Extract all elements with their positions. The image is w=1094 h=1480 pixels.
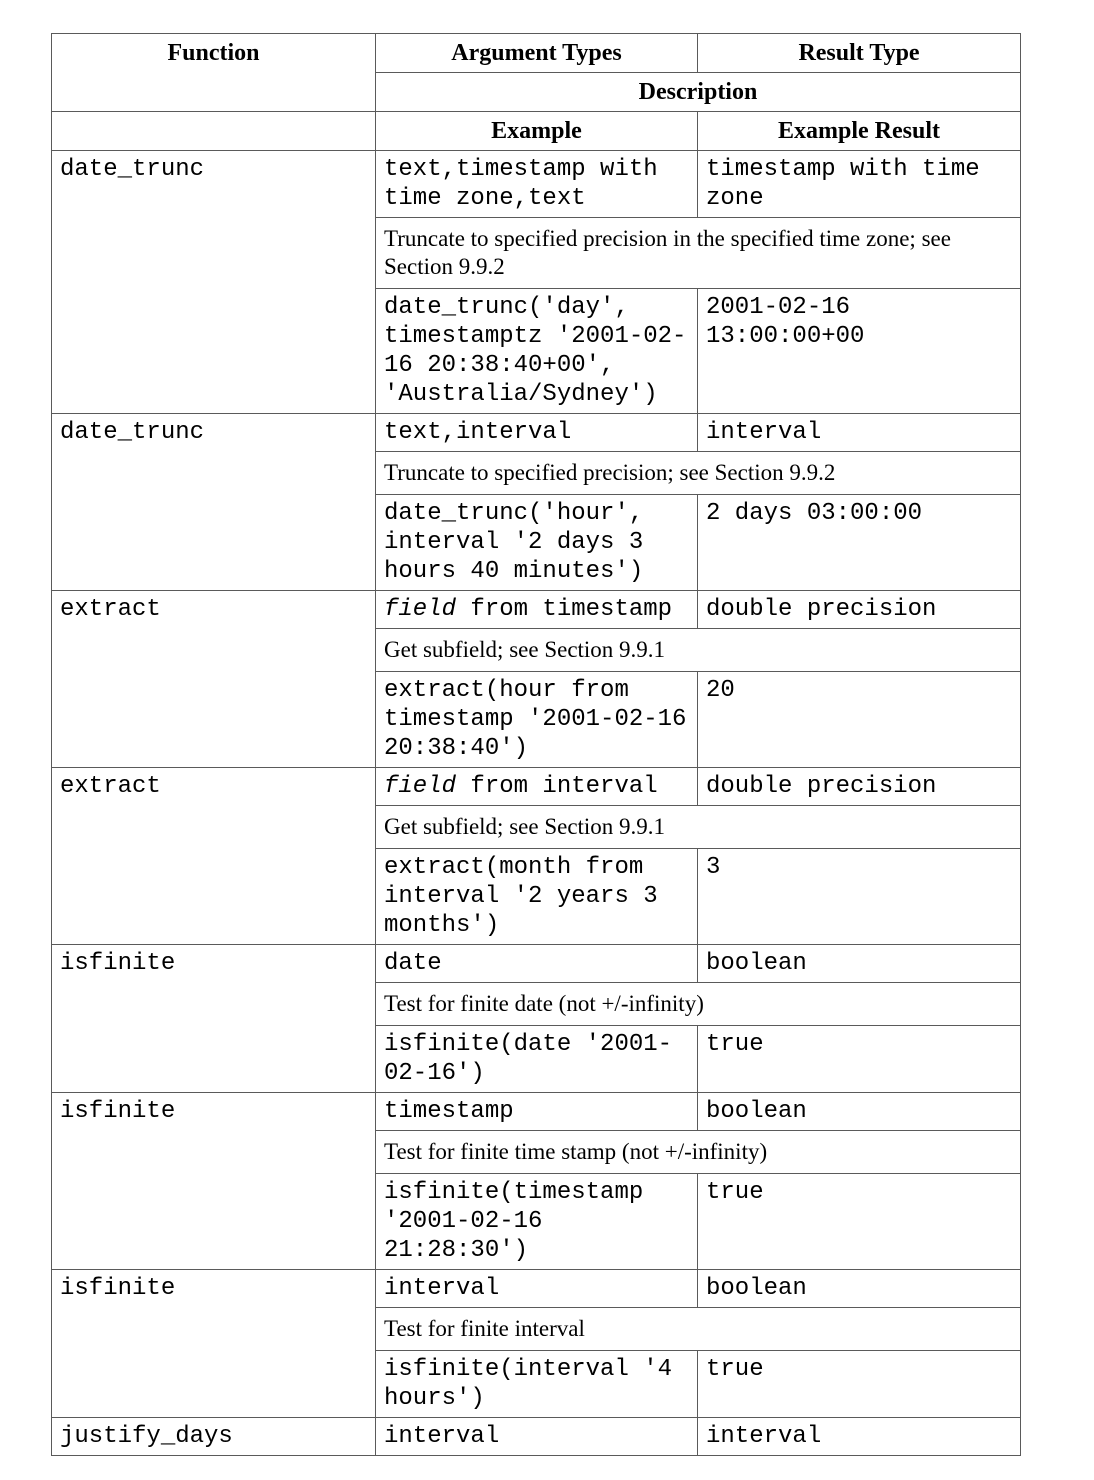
description-cell: Truncate to specified precision in the specified time zone; see Section 9.9.2 bbox=[376, 218, 1021, 289]
result-type-cell: interval bbox=[698, 1418, 1021, 1456]
result-type-cell: double precision bbox=[698, 591, 1021, 629]
table-row bbox=[52, 1093, 1021, 1131]
example-result-cell: 2001-02-16 13:00:00+00 bbox=[698, 289, 1021, 414]
example-cell: date_trunc('hour', interval '2 days 3 hours 40 minutes') bbox=[376, 495, 698, 591]
function-name-cell: date_trunc bbox=[52, 151, 376, 414]
example-result-cell: true bbox=[698, 1026, 1021, 1093]
table-row bbox=[52, 1418, 1021, 1456]
description-cell: Get subfield; see Section 9.9.1 bbox=[376, 806, 1021, 849]
example-cell: isfinite(date '2001-02-16') bbox=[376, 1026, 698, 1093]
argument-types-cell bbox=[376, 591, 698, 629]
header-row-1 bbox=[52, 34, 1021, 73]
example-cell: isfinite(timestamp '2001-02-16 21:28:30') bbox=[376, 1174, 698, 1270]
example-cell: isfinite(interval '4 hours') bbox=[376, 1351, 698, 1418]
header-result-type: Result Type bbox=[698, 34, 1021, 73]
example-result-cell: 3 bbox=[698, 849, 1021, 945]
header-function: Function bbox=[52, 34, 376, 112]
table-row bbox=[52, 768, 1021, 806]
example-cell: extract(hour from timestamp '2001-02-16 20:38:40') bbox=[376, 672, 698, 768]
table-row bbox=[52, 414, 1021, 452]
description-cell: Test for finite date (not +/-infinity) bbox=[376, 983, 1021, 1026]
argument-types-cell bbox=[376, 151, 698, 218]
argument-types-cell bbox=[376, 1270, 698, 1308]
description-cell: Truncate to specified precision; see Section 9.9.2 bbox=[376, 452, 1021, 495]
example-result-cell: 2 days 03:00:00 bbox=[698, 495, 1021, 591]
header-argument-types: Argument Types bbox=[376, 34, 698, 73]
argument-types-text: text,interval bbox=[384, 419, 572, 446]
function-row-group bbox=[52, 1093, 1021, 1270]
function-name-cell: extract bbox=[52, 591, 376, 768]
result-type-cell: boolean bbox=[698, 1270, 1021, 1308]
function-row-group bbox=[52, 151, 1021, 414]
argument-types-text: interval bbox=[384, 1275, 500, 1302]
function-name-cell: isfinite bbox=[52, 945, 376, 1093]
header-description: Description bbox=[376, 73, 1021, 112]
argument-types-text: interval bbox=[384, 1423, 500, 1450]
argument-types-text: date bbox=[384, 950, 442, 977]
table-row bbox=[52, 151, 1021, 218]
function-row-group bbox=[52, 1270, 1021, 1418]
argument-types-text: from interval bbox=[456, 773, 658, 800]
function-row-group bbox=[52, 414, 1021, 591]
functions-table bbox=[51, 33, 1021, 1456]
result-type-cell: interval bbox=[698, 414, 1021, 452]
function-row-group bbox=[52, 591, 1021, 768]
header-empty-cell bbox=[52, 112, 376, 151]
argument-types-cell bbox=[376, 768, 698, 806]
argument-types-text: timestamp bbox=[384, 1098, 514, 1125]
table-row bbox=[52, 945, 1021, 983]
function-row-group bbox=[52, 945, 1021, 1093]
example-cell: date_trunc('day', timestamptz '2001-02-16 20:38:40+00', 'Australia/Sydney') bbox=[376, 289, 698, 414]
function-name-cell: isfinite bbox=[52, 1093, 376, 1270]
description-cell: Test for finite time stamp (not +/-infinity) bbox=[376, 1131, 1021, 1174]
argument-types-text: text,timestamp with time zone,text bbox=[384, 156, 658, 212]
result-type-cell: boolean bbox=[698, 1093, 1021, 1131]
function-name-cell: extract bbox=[52, 768, 376, 945]
example-result-cell: true bbox=[698, 1351, 1021, 1418]
function-row-group bbox=[52, 768, 1021, 945]
table-header bbox=[52, 34, 1021, 151]
replaceable-field: field bbox=[384, 773, 457, 800]
header-row-3 bbox=[52, 112, 1021, 151]
example-cell: extract(month from interval '2 years 3 months') bbox=[376, 849, 698, 945]
header-example: Example bbox=[376, 112, 698, 151]
function-name-cell: justify_days bbox=[52, 1418, 376, 1456]
description-cell: Get subfield; see Section 9.9.1 bbox=[376, 629, 1021, 672]
header-example-result: Example Result bbox=[698, 112, 1021, 151]
table-row bbox=[52, 591, 1021, 629]
argument-types-text: from timestamp bbox=[456, 596, 673, 623]
result-type-cell: boolean bbox=[698, 945, 1021, 983]
example-result-cell: true bbox=[698, 1174, 1021, 1270]
function-row-group bbox=[52, 1418, 1021, 1456]
result-type-cell: double precision bbox=[698, 768, 1021, 806]
replaceable-field: field bbox=[384, 596, 457, 623]
table-row bbox=[52, 1270, 1021, 1308]
function-name-cell: date_trunc bbox=[52, 414, 376, 591]
argument-types-cell bbox=[376, 414, 698, 452]
function-name-cell: isfinite bbox=[52, 1270, 376, 1418]
description-cell: Test for finite interval bbox=[376, 1308, 1021, 1351]
example-result-cell: 20 bbox=[698, 672, 1021, 768]
argument-types-cell bbox=[376, 1093, 698, 1131]
argument-types-cell bbox=[376, 1418, 698, 1456]
result-type-cell: timestamp with time zone bbox=[698, 151, 1021, 218]
argument-types-cell bbox=[376, 945, 698, 983]
